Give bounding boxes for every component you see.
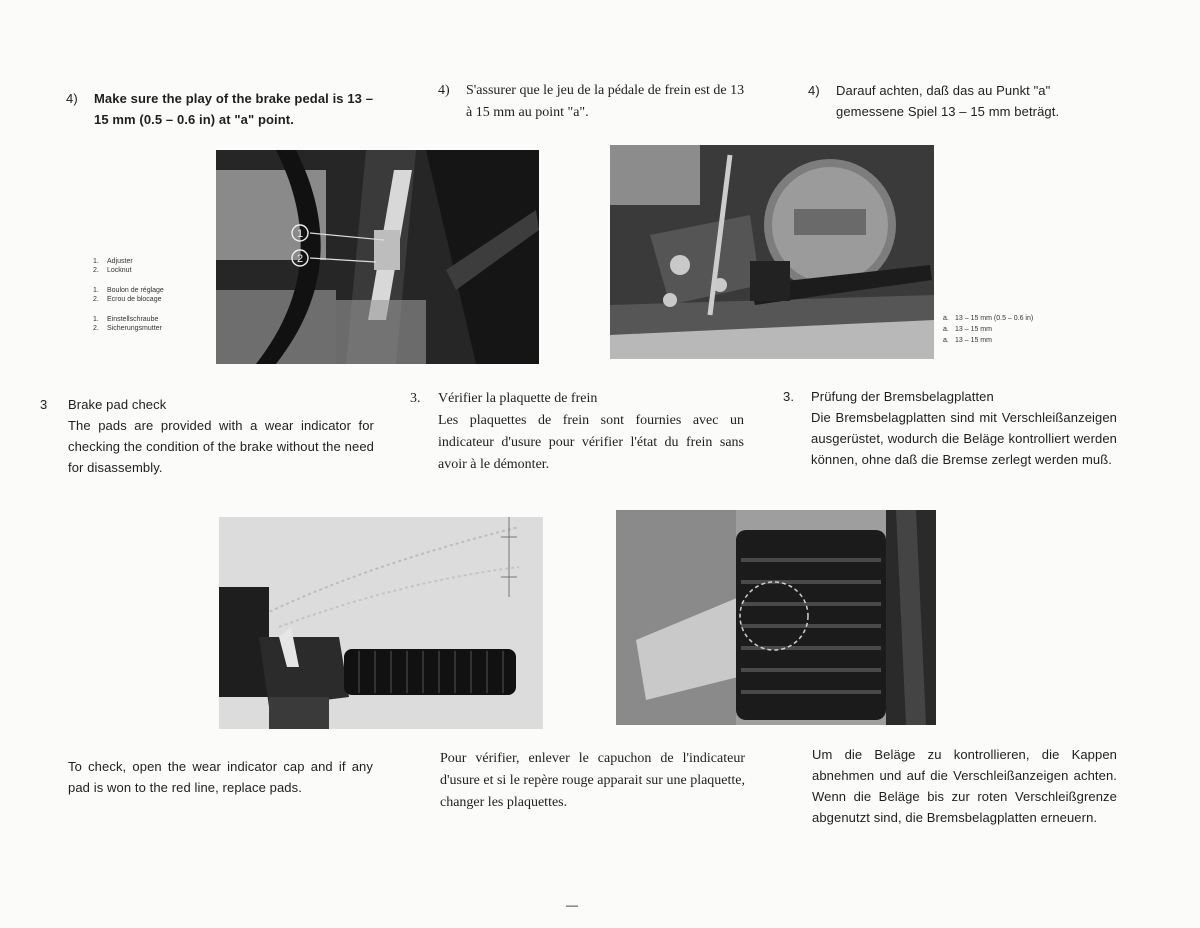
callout-2: 2 [296, 253, 304, 265]
check-fr-text: Pour vérifier, enlever le capuchon de l'indicateur d'usure et si le repère rouge apparait sur une plaquette, changer les plaquettes. [440, 751, 745, 810]
step4-de [808, 80, 1118, 122]
step4-en [66, 88, 376, 130]
page-number: — [566, 898, 578, 912]
step3-de-title: Prüfung der Bremsbelagplatten [811, 389, 994, 404]
step3-fr-number: 3. [410, 391, 421, 406]
brake-lever-image [219, 517, 543, 729]
step3-en-text: The pads are provided with a wear indicator for checking the condition of the brake without the need for disassembly. [68, 418, 374, 475]
step4-en-number: 4) [66, 91, 78, 106]
play-measurement-legend [943, 313, 1093, 346]
step3-de-heading [783, 386, 1117, 407]
step3-de-text: Die Bremsbelagplatten sind mit Verschleißanzeigen ausgerüstet, wodurch die Beläge kontrolliert werden können, ohne daß die Bremse zerlegt werden muß. [811, 410, 1117, 467]
wear-indicator-image [616, 510, 936, 725]
step4-en-text: Make sure the play of the brake pedal is 13 – 15 mm (0.5 – 0.6 in) at "a" point. [94, 91, 374, 127]
check-de-text: Um die Beläge zu kontrollieren, die Kappen abnehmen und auf die Verschleißanzeigen achten. Wenn die Beläge bis zur roten Verschleißgrenze abgenutzt sind, die Bremsbelagplatten erneuern. [812, 747, 1117, 825]
engine-brake-pedal-photo [610, 145, 934, 359]
adjuster-legend [93, 257, 213, 344]
step3-en-heading [40, 394, 374, 415]
legend-item: 2. Sicherungsmutter [93, 325, 162, 332]
legend-item: 1. Adjuster [93, 258, 133, 265]
legend-item: a. 13 – 15 mm [943, 326, 992, 333]
step3-de [783, 386, 1117, 470]
legend-item: 2. Ecrou de blocage [93, 296, 162, 303]
step3-en [40, 394, 374, 478]
brake-pedal-adjuster-image [216, 150, 539, 364]
legend-en [93, 257, 213, 275]
brake-lever-photo [219, 517, 543, 729]
step3-de-number: 3. [783, 389, 795, 404]
engine-brake-pedal-image [610, 145, 934, 359]
step3-fr-heading [410, 388, 744, 410]
step3-fr-title: Vérifier la plaquette de frein [438, 391, 598, 406]
legend-item: 1. Boulon de réglage [93, 287, 164, 294]
brake-pedal-adjuster-photo [216, 150, 539, 364]
callout-1: 1 [296, 228, 304, 240]
legend-item: 1. Einstellschraube [93, 316, 159, 323]
step3-en-number: 3 [40, 397, 48, 412]
step4-fr [438, 80, 748, 124]
step3-fr [410, 388, 744, 476]
legend-fr [93, 286, 213, 304]
wear-indicator-photo [616, 510, 936, 725]
legend-item: 2. Locknut [93, 267, 132, 274]
legend-item: a. 13 – 15 mm (0.5 – 0.6 in) [943, 315, 1034, 322]
legend-de [93, 315, 213, 333]
step4-fr-text: S'assurer que le jeu de la pédale de frein est de 13 à 15 mm au point "a". [466, 83, 745, 120]
step3-en-title: Brake pad check [68, 397, 167, 412]
step3-fr-text: Les plaquettes de frein sont fournies avec un indicateur d'usure pour vérifier l'état du frein sans avoir à le démonter. [438, 413, 744, 472]
check-en-text: To check, open the wear indicator cap and if any pad is won to the red line, replace pads. [68, 759, 373, 795]
step4-de-number: 4) [808, 83, 820, 98]
legend-item: a. 13 – 15 mm [943, 337, 992, 344]
step4-fr-number: 4) [438, 83, 450, 98]
step4-de-text: Darauf achten, daß das au Punkt "a" gemessene Spiel 13 – 15 mm beträgt. [836, 83, 1060, 119]
